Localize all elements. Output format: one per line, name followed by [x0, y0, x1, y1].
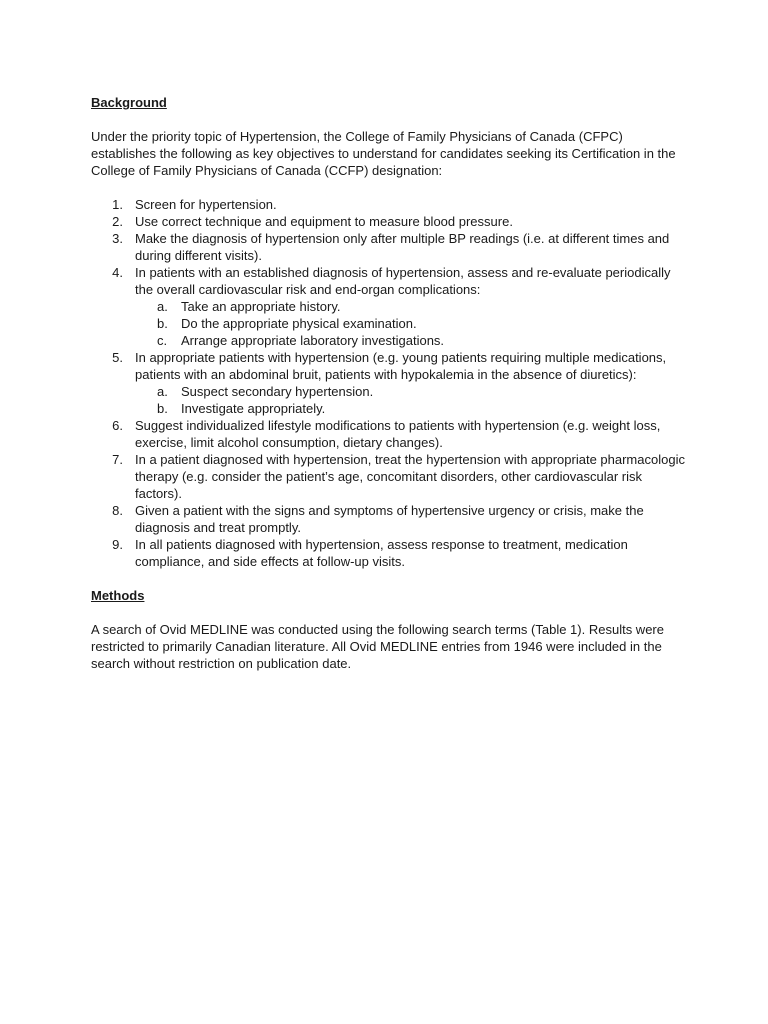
objective-text: Screen for hypertension.: [135, 197, 277, 212]
objective-number: 8.: [112, 503, 123, 518]
objective-subitem-text: Arrange appropriate laboratory investigations.: [181, 333, 445, 348]
objective-text: Suggest individualized lifestyle modifications to patients with hypertension (e.g. weight loss, exercise, limit alcohol consumption, dietary changes).: [135, 418, 661, 450]
objective-subitem-letter: c.: [157, 333, 168, 348]
objective-item: [91, 349, 691, 417]
objective-item: [91, 230, 691, 264]
objective-subitem: [91, 315, 691, 332]
background-intro: Under the priority topic of Hypertension, the College of Family Physicians of Canada (CFPC) establishes the following as key objectives to understand for candidates seeking its Certification in the College of Family Physicians of Canada (CCFP) designation:: [91, 129, 676, 178]
methods-heading: Methods: [91, 588, 145, 603]
objective-subitem: [91, 400, 691, 417]
objective-subitem-letter: a.: [157, 299, 168, 314]
objective-number: 6.: [112, 418, 123, 433]
objective-subitem-letter: a.: [157, 384, 168, 399]
objective-number: 7.: [112, 452, 123, 467]
objective-item: [91, 196, 691, 213]
objective-item: [91, 213, 691, 230]
objective-number: 1.: [112, 197, 123, 212]
methods-text: A search of Ovid MEDLINE was conducted using the following search terms (Table 1). Results were restricted to primarily Canadian literature. All Ovid MEDLINE entries from 1946 were included in the search without restriction on publication date.: [91, 622, 664, 671]
objective-text: Given a patient with the signs and symptoms of hypertensive urgency or crisis, make the diagnosis and treat promptly.: [135, 503, 644, 535]
objective-text: In appropriate patients with hypertension (e.g. young patients requiring multiple medications, patients with an abdominal bruit, patients with hypokalemia in the absence of diuretics):: [135, 350, 667, 382]
objective-subitem-text: Do the appropriate physical examination.: [181, 316, 417, 331]
objective-number: 9.: [112, 537, 123, 552]
objective-sublist: [135, 383, 691, 417]
objective-subitem-text: Suspect secondary hypertension.: [181, 384, 374, 399]
objective-number: 2.: [112, 214, 123, 229]
objective-subitem: [91, 383, 691, 400]
objective-subitem-letter: b.: [157, 316, 168, 331]
objective-subitem-text: Investigate appropriately.: [181, 401, 326, 416]
objective-subitem: [91, 332, 691, 349]
objective-text: Make the diagnosis of hypertension only after multiple BP readings (i.e. at different times and during different visits).: [135, 231, 670, 263]
objective-text: In a patient diagnosed with hypertension, treat the hypertension with appropriate pharmacologic therapy (e.g. consider the patient’s age, concomitant disorders, other cardiovascular risk factors).: [135, 452, 685, 501]
objective-text: In all patients diagnosed with hypertension, assess response to treatment, medication compliance, and side effects at follow-up visits.: [135, 537, 628, 569]
objective-subitem: [91, 298, 691, 315]
objective-text: In patients with an established diagnosis of hypertension, assess and re-evaluate periodically the overall cardiovascular risk and end-organ complications:: [135, 265, 671, 297]
document-page: [91, 94, 691, 689]
objective-item: [91, 451, 691, 502]
background-heading: Background: [91, 95, 167, 110]
objective-number: 5.: [112, 350, 123, 365]
objective-number: 4.: [112, 265, 123, 280]
objective-item: [91, 264, 691, 349]
objective-number: 3.: [112, 231, 123, 246]
objective-subitem-letter: b.: [157, 401, 168, 416]
objective-item: [91, 417, 691, 451]
objective-subitem-text: Take an appropriate history.: [181, 299, 341, 314]
objective-sublist: [135, 298, 691, 349]
objective-item: [91, 536, 691, 570]
objectives-list: [91, 196, 691, 570]
objective-item: [91, 502, 691, 536]
objective-text: Use correct technique and equipment to measure blood pressure.: [135, 214, 513, 229]
